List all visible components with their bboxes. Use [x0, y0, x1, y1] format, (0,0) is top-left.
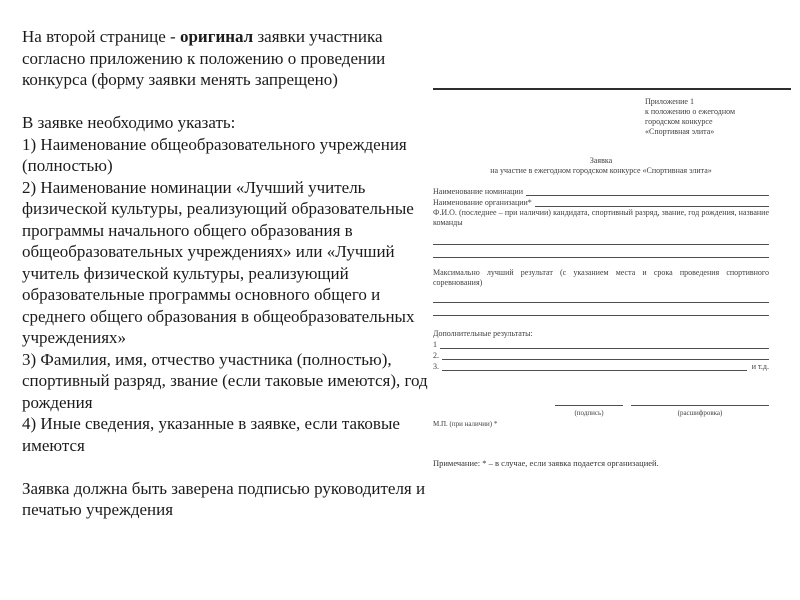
requirements-intro: В заявке необходимо указать: [22, 113, 236, 132]
form-top-border [433, 88, 791, 90]
result-blank-line-2 [442, 350, 769, 360]
application-form-image [433, 88, 769, 468]
requirement-item-4: 4) Иные сведения, указанные в заявке, если таковые имеются [22, 414, 400, 455]
additional-result-row-3 [433, 361, 769, 372]
result-number-3: 3. [433, 362, 439, 371]
form-title: Заявка [589, 156, 613, 165]
signature-blank-line [555, 405, 623, 406]
result-blank-line-1 [440, 339, 769, 349]
decryption-block [631, 405, 769, 418]
best-result-blank-line-1 [433, 291, 769, 303]
appendix-line-3: городском конкурсе [645, 117, 713, 126]
organization-label: Наименование организации* [433, 198, 532, 207]
organization-blank-line [535, 197, 769, 207]
additional-result-row-1 [433, 339, 769, 350]
intro-text-start: На второй странице - [22, 27, 180, 46]
best-result-blank-line-2 [433, 303, 769, 316]
result-number-1: 1 [433, 340, 437, 349]
result-blank-line-3 [442, 361, 747, 371]
etc-label: и т.д. [751, 362, 769, 371]
form-appendix-block [645, 97, 769, 137]
signature-caption: (подпись) [574, 409, 604, 417]
additional-result-row-2 [433, 350, 769, 361]
intro-paragraph [22, 26, 438, 91]
best-result-label: Максимально лучший результат (с указанием места и срока проведения спортивного соревнования) [433, 268, 769, 287]
organization-field [433, 197, 769, 208]
form-subtitle: на участие в ежегодном городском конкурсе «Спортивная элита» [490, 166, 712, 175]
intro-text-end: заявки участника согласно приложению к положению о проведении конкурса (форму заявки менять запрещено) [22, 27, 386, 89]
decryption-blank-line [631, 405, 769, 406]
nomination-blank-line [526, 186, 769, 196]
requirement-item-3: 3) Фамилия, имя, отчество участника (полностью), спортивный разряд, звание (если таковые имеются), год рождения [22, 349, 428, 412]
slide-text-block [22, 26, 438, 521]
appendix-line-2: к положению о ежегодном [645, 107, 736, 116]
additional-results-label: Дополнительные результаты: [433, 329, 533, 338]
requirements-paragraph [22, 112, 438, 456]
fio-blank-line-2 [433, 245, 769, 258]
requirement-item-2: 2) Наименование номинации «Лучший учитель физической культуры, реализующий образовательные программы начального общего образования в общеобразовательных учреждениях» или «Лучший учитель физической культуры, реализующий образовательные программы основного общего и среднего общего образования в общеобразовательных учреждениях» [22, 177, 415, 347]
fio-label: Ф.И.О. (последнее – при наличии) кандидата, спортивный разряд, звание, год рождения, название команды [433, 208, 769, 227]
fio-blank-line-1 [433, 233, 769, 245]
requirement-item-1: 1) Наименование общеобразовательного учреждения (полностью) [22, 134, 407, 175]
result-number-2: 2. [433, 351, 439, 360]
form-note: Примечание: * – в случае, если заявка подается организацией. [433, 458, 659, 468]
signature-block [555, 405, 623, 418]
nomination-field [433, 186, 769, 197]
decryption-caption: (расшифровка) [677, 409, 723, 417]
appendix-line-1: Приложение 1 [645, 97, 694, 106]
closing-paragraph: Заявка должна быть заверена подписью руководителя и печатью учреждения [22, 478, 426, 519]
signature-row [433, 405, 769, 418]
intro-text-bold: оригинал [179, 27, 254, 46]
stamp-label: М.П. (при наличии) * [433, 420, 498, 428]
nomination-label: Наименование номинации [433, 187, 523, 196]
appendix-line-4: «Спортивная элита» [645, 127, 715, 136]
